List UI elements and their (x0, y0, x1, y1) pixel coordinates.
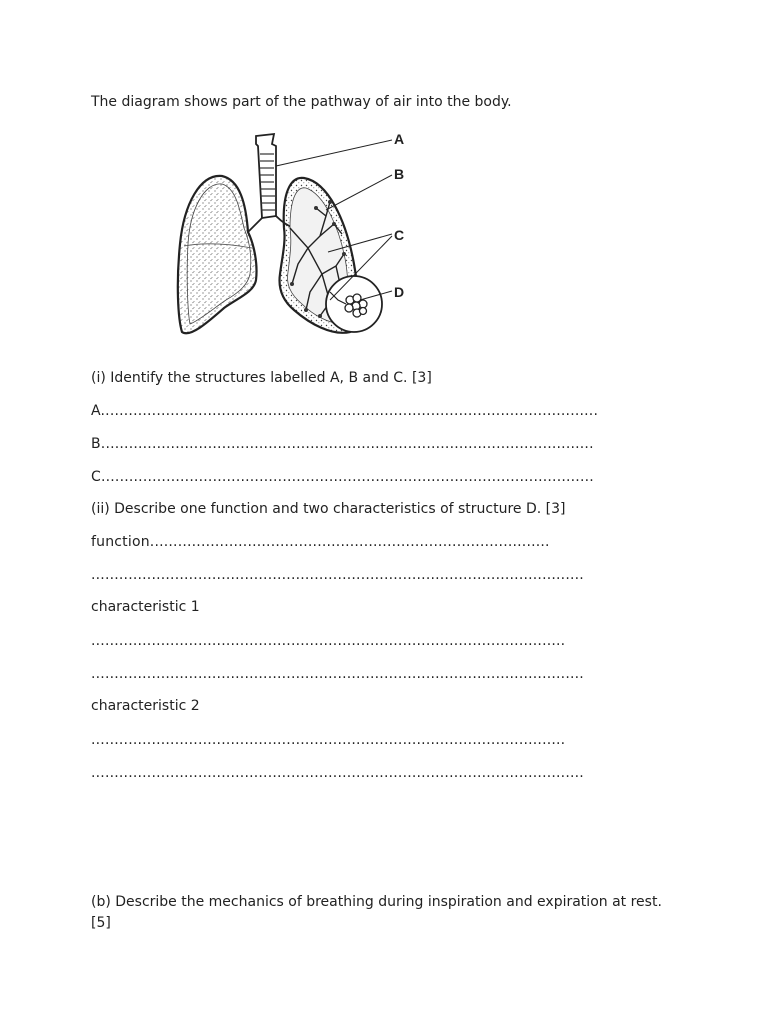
lung-diagram (160, 124, 420, 344)
answer-line-a[interactable]: A........................................................................................................... (91, 403, 599, 419)
characteristic-1-line-1[interactable]: ...................................................................................................... (91, 633, 566, 649)
question-ii: (ii) Describe one function and two characteristics of structure D. [3] (91, 501, 566, 517)
label-c: C (394, 227, 405, 243)
label-b: B (394, 166, 405, 182)
function-line-2[interactable]: .......................................................................................................... (91, 567, 584, 583)
alveoli-magnified (326, 276, 382, 332)
label-a: A (394, 131, 405, 147)
intro-text: The diagram shows part of the pathway of air into the body. (91, 94, 512, 110)
characteristic-1-label: characteristic 1 (91, 599, 200, 615)
question-b: (b) Describe the mechanics of breathing during inspiration and expiration at rest. (91, 894, 662, 910)
label-d: D (394, 284, 405, 300)
characteristic-2-line-2[interactable]: .......................................................................................................... (91, 765, 584, 781)
answer-line-b[interactable]: B.......................................................................................................... (91, 436, 594, 452)
left-lung (178, 176, 257, 333)
question-i: (i) Identify the structures labelled A, B and C. [3] (91, 370, 432, 386)
characteristic-2-line-1[interactable]: ...................................................................................................... (91, 732, 566, 748)
answer-line-c[interactable]: C.......................................................................................................... (91, 469, 594, 485)
question-b-marks: [5] (91, 915, 111, 931)
characteristic-1-line-2[interactable]: .......................................................................................................... (91, 666, 584, 682)
characteristic-2-label: characteristic 2 (91, 698, 200, 714)
function-line[interactable]: function...................................................................................... (91, 534, 550, 550)
